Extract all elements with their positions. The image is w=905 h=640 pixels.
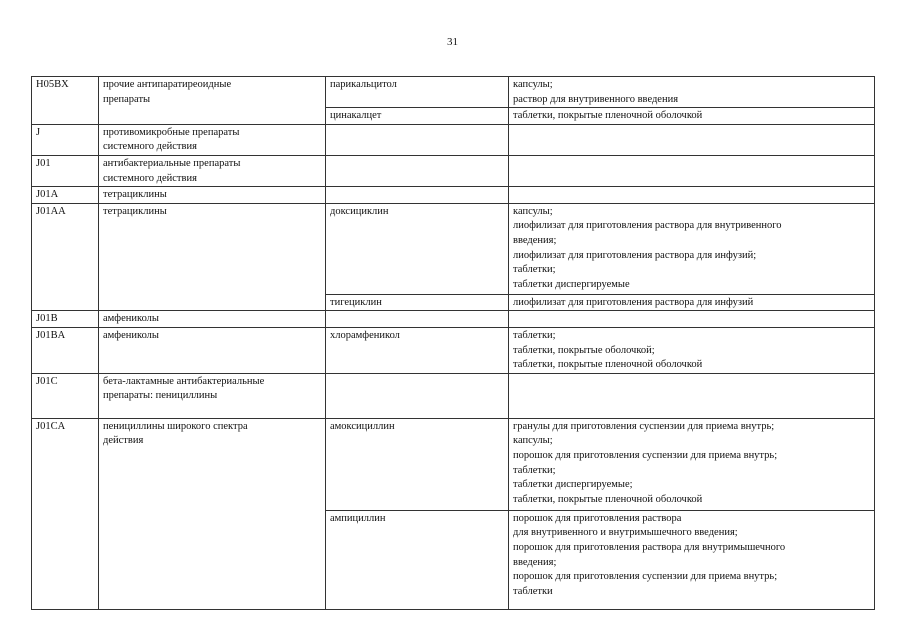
dosage-form-cell-line: таблетки; [513, 329, 556, 341]
dosage-form-cell [509, 124, 875, 155]
dosage-form-cell [509, 155, 875, 186]
pharmacological-group-cell [99, 418, 326, 609]
dosage-form-cell-line: порошок для приготовления раствора [513, 512, 682, 524]
pharmacological-group-cell-line: тетрациклины [103, 205, 167, 217]
dosage-form-cell-line: лиофилизат для приготовления раствора для внутривенного [513, 220, 782, 232]
pharmacological-group-cell-line: бета-лактамные антибактериальные [103, 375, 265, 387]
drug-name-cell [326, 203, 509, 294]
dosage-form-cell-line: введения; [513, 234, 557, 246]
pharmacological-group-cell [99, 155, 326, 186]
dosage-form-cell [509, 373, 875, 418]
pharmacological-group-cell-line: системного действия [103, 141, 197, 153]
drug-name-cell-line: тигециклин [330, 296, 382, 308]
dosage-form-cell [509, 294, 875, 311]
dosage-form-cell-line: гранулы для приготовления суспензии для приема внутрь; [513, 420, 775, 432]
pharmacological-group-cell [99, 327, 326, 373]
dosage-form-cell [509, 510, 875, 609]
drug-name-cell-line: цинакалцет [330, 110, 382, 122]
drug-name-cell [326, 294, 509, 311]
atc-code-cell: J01B [32, 311, 99, 328]
dosage-form-cell [509, 327, 875, 373]
dosage-form-cell-line: таблетки [513, 585, 553, 597]
drug-name-cell [326, 187, 509, 204]
table-body [32, 77, 875, 610]
atc-code-cell: J [32, 124, 99, 155]
pharmacological-group-cell-line: противомикробные препараты [103, 126, 240, 138]
pharmacological-group-cell [99, 124, 326, 155]
dosage-form-cell [509, 77, 875, 108]
dosage-form-cell [509, 187, 875, 204]
dosage-form-cell-line: для внутривенного и внутримышечного введения; [513, 527, 738, 539]
drug-name-cell [326, 77, 509, 108]
drug-name-cell [326, 327, 509, 373]
atc-code-cell: J01 [32, 155, 99, 186]
atc-code-cell: J01AA [32, 203, 99, 311]
drug-name-cell [326, 155, 509, 186]
drug-name-cell [326, 108, 509, 125]
medication-table [31, 76, 875, 610]
drug-name-cell [326, 311, 509, 328]
dosage-form-cell-line: раствор для внутривенного введения [513, 93, 679, 105]
dosage-form-cell-line: порошок для приготовления суспензии для приема внутрь; [513, 449, 778, 461]
drug-name-cell-line: амоксициллин [330, 420, 395, 432]
dosage-form-cell-line: порошок для приготовления раствора для внутримышечного [513, 541, 786, 553]
dosage-form-cell [509, 108, 875, 125]
dosage-form-cell-line: таблетки диспергируемые; [513, 479, 633, 491]
dosage-form-cell [509, 418, 875, 510]
dosage-form-cell-line: капсулы; [513, 205, 553, 217]
pharmacological-group-cell-line: действия [103, 435, 144, 447]
table-row [32, 77, 875, 108]
dosage-form-cell [509, 203, 875, 294]
drug-name-cell-line: ампициллин [330, 512, 386, 524]
pharmacological-group-cell-line: прочие антипаратиреоидные [103, 79, 232, 90]
table-row [32, 155, 875, 186]
table-row [32, 418, 875, 510]
table-row [32, 311, 875, 328]
pharmacological-group-cell-line: пенициллины широкого спектра [103, 420, 248, 432]
pharmacological-group-cell-line: препараты [103, 93, 151, 105]
pharmacological-group-cell [99, 203, 326, 311]
dosage-form-cell-line: порошок для приготовления суспензии для приема внутрь; [513, 571, 778, 583]
dosage-form-cell-line: введения; [513, 556, 557, 568]
pharmacological-group-cell-line: амфениколы [103, 329, 159, 341]
dosage-form-cell-line: лиофилизат для приготовления раствора для инфузий [513, 296, 754, 308]
atc-code-cell: J01BA [32, 327, 99, 373]
dosage-form-cell-line: таблетки, покрытые пленочной оболочкой [513, 493, 703, 505]
table-row [32, 187, 875, 204]
dosage-form-cell-line: таблетки диспергируемые [513, 278, 630, 290]
drug-name-cell-line: хлорамфеникол [330, 329, 400, 341]
drug-name-cell [326, 373, 509, 418]
dosage-form-cell-line: таблетки; [513, 264, 556, 276]
pharmacological-group-cell [99, 311, 326, 328]
dosage-form-cell-line: таблетки, покрытые оболочкой; [513, 344, 655, 356]
drug-name-cell [326, 510, 509, 609]
drug-name-cell [326, 418, 509, 510]
table-row [32, 203, 875, 294]
table-row [32, 373, 875, 418]
pharmacological-group-cell-line: препараты: пенициллины [103, 390, 218, 402]
table-row [32, 327, 875, 373]
dosage-form-cell-line: таблетки, покрытые пленочной оболочкой [513, 110, 703, 122]
dosage-form-cell [509, 311, 875, 328]
drug-name-cell-line: доксициклин [330, 205, 389, 217]
pharmacological-group-cell [99, 77, 326, 125]
atc-code-cell: J01A [32, 187, 99, 204]
pharmacological-group-cell-line: антибактериальные препараты [103, 157, 241, 169]
drug-name-cell-line: парикальцитол [330, 79, 397, 90]
dosage-form-cell-line: лиофилизат для приготовления раствора для инфузий; [513, 249, 757, 261]
pharmacological-group-cell [99, 373, 326, 418]
pharmacological-group-cell-line: амфениколы [103, 313, 159, 325]
table-row [32, 124, 875, 155]
atc-code-cell: J01CA [32, 418, 99, 609]
atc-code-cell: H05BX [32, 77, 99, 125]
dosage-form-cell-line: таблетки; [513, 464, 556, 476]
dosage-form-cell-line: капсулы; [513, 79, 553, 90]
pharmacological-group-cell-line: тетрациклины [103, 189, 167, 201]
pharmacological-group-cell [99, 187, 326, 204]
drug-name-cell [326, 124, 509, 155]
page-number: 31 [447, 36, 458, 48]
atc-code-cell: J01C [32, 373, 99, 418]
dosage-form-cell-line: таблетки, покрытые пленочной оболочкой [513, 359, 703, 371]
pharmacological-group-cell-line: системного действия [103, 172, 197, 184]
dosage-form-cell-line: капсулы; [513, 435, 553, 447]
